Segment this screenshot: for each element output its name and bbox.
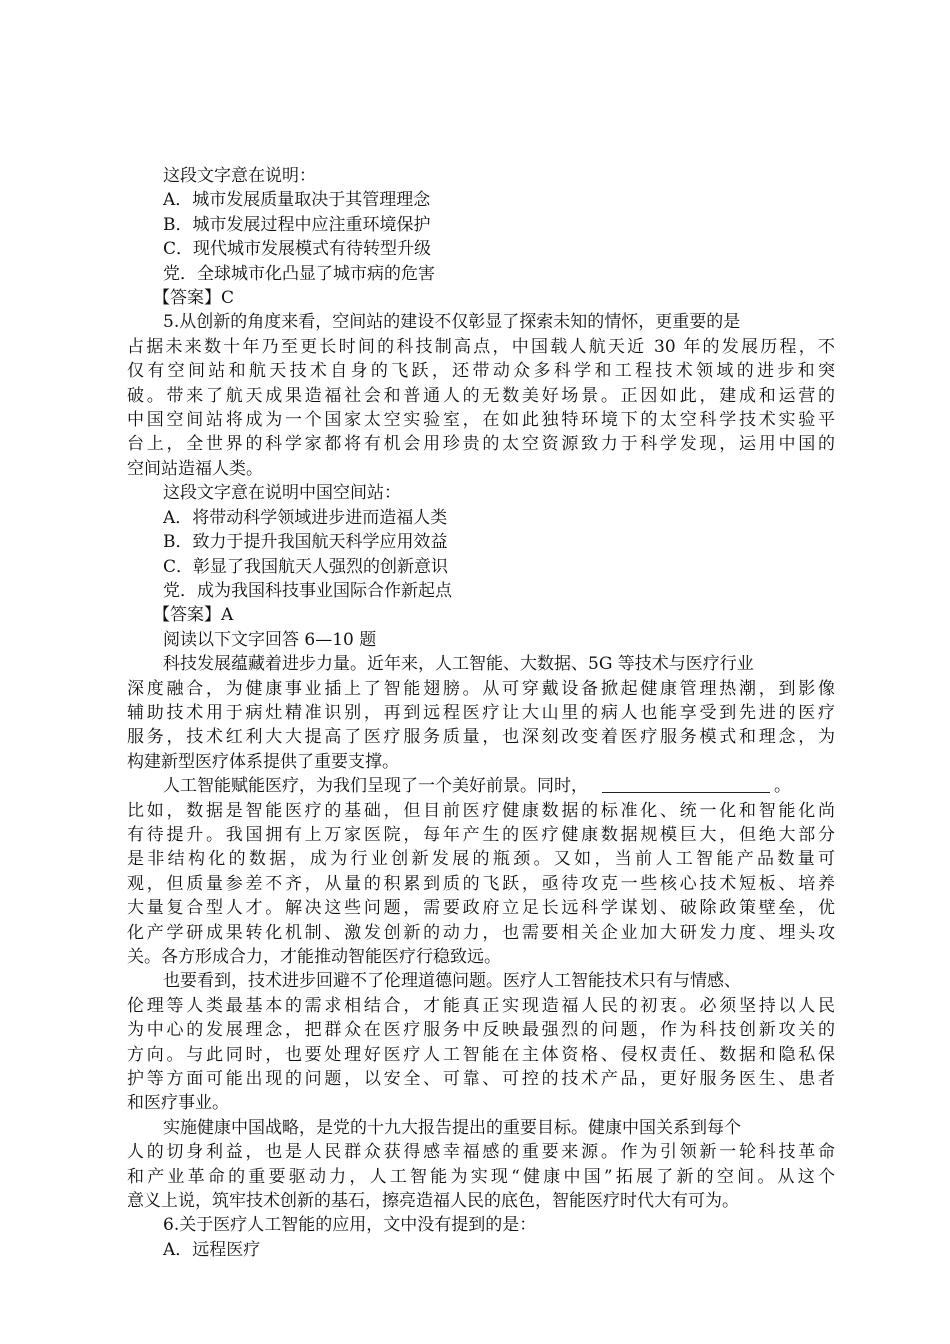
passage-line: 方向。与此同时，也要处理好医疗人工智能在主体资格、侵权责任、数据和隐私保	[127, 1044, 835, 1065]
option-a: A．城市发展质量取决于其管理理念	[163, 190, 431, 211]
passage-line: 大量复合型人才。解决这些问题，需要政府立足长远科学谋划、破除政策壁垒，优	[127, 898, 835, 919]
passage-line: 有待提升。我国拥有上万家医院，每年产生的医疗健康数据规模巨大，但绝大部分	[127, 824, 835, 845]
answer-label: 【答案】A	[153, 605, 234, 626]
passage-line: 也要看到，技术进步回避不了伦理道德问题。医疗人工智能技术只有与情感、	[163, 971, 741, 992]
q5-text-line: 破。带来了航天成果造福社会和普通人的无数美好场景。正因如此，建成和运营的	[127, 385, 835, 406]
passage-text: 人工智能赋能医疗，为我们呈现了一个美好前景。同时，	[163, 776, 588, 797]
option-c: C．现代城市发展模式有待转型升级	[163, 239, 432, 260]
passage-line: 构建新型医疗体系提供了重要支撑。	[127, 751, 399, 772]
passage-line: 实施健康中国战略，是党的十九大报告提出的重要目标。健康中国关系到每个	[163, 1117, 741, 1138]
q5-text-line: 5.从创新的角度来看，空间站的建设不仅彰显了探索未知的情怀，更重要的是	[163, 312, 741, 333]
option-a: A．将带动科学领域进步进而造福人类	[163, 507, 448, 528]
passage-line: 意义上说，筑牢技术创新的基石，擦亮造福人民的底色，智能医疗时代大有可为。	[127, 1191, 739, 1212]
option-d: 党．全球城市化凸显了城市病的危害	[163, 263, 435, 284]
question-stem: 这段文字意在说明：	[163, 166, 316, 186]
option-a: A．远程医疗	[163, 1239, 261, 1260]
passage-line: 是非结构化的数据，成为行业创新发展的瓶颈。又如，当前人工智能产品数量可	[127, 849, 835, 870]
option-b: B．城市发展过程中应注重环境保护	[163, 214, 431, 235]
q5-text-line: 空间站造福人类。	[127, 458, 263, 479]
option-d: 党．成为我国科技事业国际合作新起点	[163, 580, 452, 601]
passage-text: 。	[774, 776, 791, 797]
document-page	[127, 164, 835, 1262]
option-b: B．致力于提升我国航天科学应用效益	[163, 532, 448, 553]
passage-line-with-blank	[127, 774, 835, 798]
passage-line: 和产业革命的重要驱动力，人工智能为实现“健康中国”拓展了新的空间。从这个	[127, 1166, 835, 1187]
passage-line: 深度融合，为健康事业插上了智能翅膀。从可穿戴设备掀起健康管理热潮，到影像	[127, 678, 835, 699]
passage-line: 为中心的发展理念，把群众在医疗服务中反映最强烈的问题，作为科技创新攻关的	[127, 1020, 835, 1041]
question-stem: 这段文字意在说明中国空间站：	[163, 483, 401, 504]
passage-line: 观，但质量参差不齐，从量的积累到质的飞跃，亟待攻克一些核心技术短板、培养	[127, 873, 835, 894]
passage-line: 比如，数据是智能医疗的基础，但目前医疗健康数据的标准化、统一化和智能化尚	[127, 800, 835, 821]
q5-text-line: 仅有空间站和航天技术自身的飞跃，还带动众多科学和工程技术领域的进步和突	[127, 361, 835, 382]
passage-line: 伦理等人类最基本的需求相结合，才能真正实现造福人民的初衷。必须坚持以人民	[127, 995, 835, 1016]
passage-line: 科技发展蕴藏着进步力量。近年来，人工智能、大数据、5G 等技术与医疗行业	[163, 654, 754, 675]
answer-label: 【答案】C	[153, 288, 235, 309]
passage-line: 和医疗事业。	[127, 1093, 229, 1114]
q5-text-line: 台上，全世界的科学家都将有机会用珍贵的太空资源致力于科学发现，运用中国的	[127, 434, 835, 455]
question-stem: 6.关于医疗人工智能的应用，文中没有提到的是：	[163, 1215, 537, 1236]
passage-line: 护等方面可能出现的问题，以安全、可靠、可控的技术产品，更好服务医生、患者	[127, 1069, 835, 1090]
q5-text-line: 占据未来数十年乃至更长时间的科技制高点，中国载人航天近 30 年的发展历程，不	[127, 336, 835, 357]
passage-line: 关。各方形成合力，才能推动智能医疗行稳致远。	[127, 947, 501, 967]
passage-line: 化产学研成果转化机制、激发创新的动力，也需要相关企业加大研发力度、埋头攻	[127, 922, 835, 943]
passage-line: 服务，技术红利大大提高了医疗服务质量，也深刻改变着医疗服务模式和理念，为	[127, 727, 835, 748]
fill-in-blank	[602, 776, 770, 793]
option-c: C．彰显了我国航天人强烈的创新意识	[163, 556, 449, 577]
reading-intro: 阅读以下文字回答 6—10 题	[163, 629, 377, 650]
passage-line: 人的切身利益，也是人民群众获得感幸福感的重要来源。作为引领新一轮科技革命	[127, 1142, 835, 1163]
passage-line: 辅助技术用于病灶精准识别，再到远程医疗让大山里的病人也能享受到先进的医疗	[127, 702, 835, 723]
q5-text-line: 中国空间站将成为一个国家太空实验室，在如此独特环境下的太空科学技术实验平	[127, 410, 835, 431]
